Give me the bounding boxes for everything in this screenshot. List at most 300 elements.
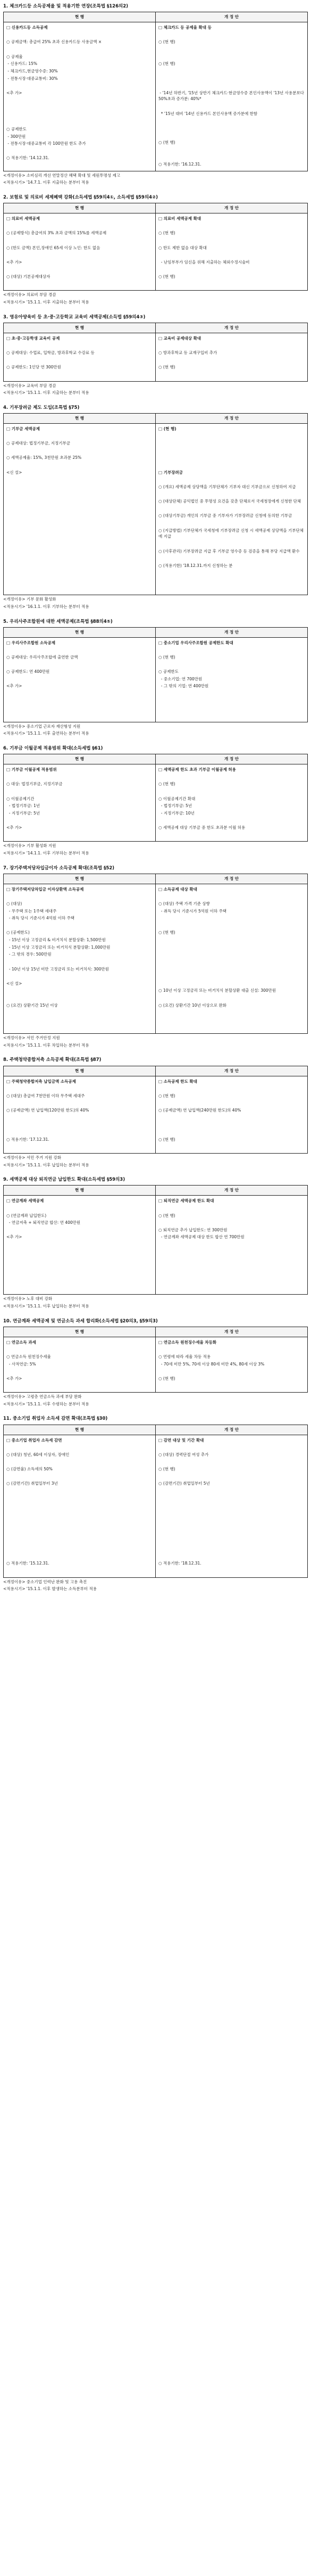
line-before [6,1085,153,1092]
note: <적용시기> '15.1.1. 이후 출연하는 분부터 적용 [3,731,89,736]
comparison-table [3,1425,308,1578]
line-before: - 신용카드: 15% [6,61,38,67]
note: <적용시기> '15.1.1. 이후 발생하는 소득분부터 적용 [3,1586,97,1592]
line-before [6,1249,153,1255]
line-after: □ 교육비 공제대상 확대 [158,335,201,341]
note: <개정이유> 노후 대비 강화 [3,1296,53,1302]
line-before: ○ (대상) [6,901,22,906]
note: <적용시기> '15.1.1. 이후 수령하는 분부터 적용 [3,1401,89,1406]
line-before: ○ 이월공제기간 [6,796,35,801]
line-before [6,462,153,468]
header-before: 현 행 [4,874,156,884]
line-before [6,1524,153,1530]
line-before: ○ 공제한도: 1인당 연 300만원 [6,365,61,370]
line-before [6,476,153,483]
line-before [6,83,153,89]
line-before [6,112,153,118]
table-row [4,213,308,291]
cell-before [4,423,156,595]
table-row [4,1435,308,1577]
note: <개정이유> 서민 주거 지원 강화 [3,1155,62,1160]
section-10 [0,1315,311,1413]
line-after [158,1143,305,1150]
line-after [158,690,305,697]
section-title: 7. 장기주택저당차입금이자 소득공제 확대(조특법 §52) [3,865,115,871]
line-before: <추 가> [6,90,22,95]
line-after [158,76,305,82]
line-before [6,676,153,682]
section-title: 5. 우리사주조합원에 대한 세액공제(조특법 §88의4⑤) [3,619,113,624]
line-after: ○ (현 행) [158,654,175,660]
cell-before [4,884,156,1034]
line-after: ○ (현 행) [158,231,175,236]
line-after [158,68,305,75]
section-title: 11. 중소기업 취업자 소득세 감면 확대(조특법 §30) [3,1416,108,1422]
line-before [6,1017,153,1023]
line-after [158,1524,305,1530]
header-before: 현 행 [4,203,156,213]
line-before [6,1532,153,1538]
line-after: ○ (현 행) [158,1093,175,1098]
cell-after [156,1196,308,1295]
line-before: □ 초·중·고등학생 교육비 공제 [6,335,60,341]
header-after: 개 정 안 [156,413,308,423]
cell-after [156,423,308,595]
line-after [158,83,305,89]
line-before: ○ 적용기한: '15.12.31. [6,1561,49,1566]
line-before: ○ 공제대상: 우리사주조합에 출연한 금액 [6,654,78,660]
line-after: ○ 이월공제기간 확대 [158,796,196,801]
line-after [158,1085,305,1092]
line-before [6,1129,153,1135]
line-before: ○ 공제한도: 연 400만원 [6,669,50,674]
line-after [158,1249,305,1255]
line-after: □ 기부장려금 [158,470,183,475]
comparison-table [3,1327,308,1393]
cell-after [156,213,308,291]
cell-after [156,1435,308,1577]
line-after [158,1263,305,1270]
note: <개정이유> 기부 문화 활성화 [3,597,56,602]
line-before: ○ 공제율 [6,54,23,59]
table-header-row [4,1186,308,1196]
note: <개정이유> 교육비 부담 경감 [3,383,56,388]
header-before: 현 행 [4,754,156,764]
cell-before [4,1435,156,1577]
line-before [6,97,153,103]
line-after: ○ (요건) 상환기간 10년 이상으로 완화 [158,1002,227,1008]
note: <개정이유> 고령층 연금소득 과세 부담 완화 [3,1394,82,1400]
header-before: 현 행 [4,323,156,333]
line-before [6,698,153,704]
line-after [158,1532,305,1538]
cell-before [4,1337,156,1392]
line-before: □ 의료비 세액공제 [6,216,40,221]
note: <개정이유> 중소기업 근로자 재산형성 지원 [3,723,81,729]
line-after [158,951,305,958]
line-before [6,549,153,556]
line-after [158,1256,305,1262]
line-before [6,973,153,980]
line-after [158,959,305,965]
note: <적용시기> '15.1.1. 이후 납입하는 분부터 적용 [3,1162,89,1167]
header-after: 개 정 안 [156,1186,308,1196]
line-after [158,154,305,160]
line-before [6,281,153,287]
line-before [6,1444,153,1451]
line-after [158,915,305,921]
cell-before [4,333,156,381]
line-after [158,1129,305,1135]
note: <적용시기> '15.1.1. 이후 지출하는 분부터 적용 [3,299,89,304]
cell-after [156,333,308,381]
section-2 [0,191,311,311]
header-after: 개 정 안 [156,627,308,637]
line-before: - 10년 이상 15년 미만 고정금리 또는 비거치식: 300만원 [6,966,109,972]
header-before: 현 행 [4,1186,156,1196]
line-before [6,1271,153,1277]
line-before [6,564,153,570]
line-after [158,1009,305,1016]
section-title: 2. 보험료 및 의료비 세제혜택 강화(소득세법 §59의4①, 소득세법 §59의4②) [3,194,158,200]
table-header-row [4,874,308,884]
header-before: 현 행 [4,1327,156,1337]
cell-before [4,1196,156,1295]
table-header-row [4,203,308,213]
line-after [158,476,305,483]
comparison-table [3,323,308,382]
header-before: 현 행 [4,1425,156,1435]
line-after: - 중소기업: 연 700만원 [158,676,203,681]
line-after: ○ (공제금액) 연 납입액(240만원 한도)의 40% [158,1108,241,1113]
note: <개정이유> 의료비 부담 경감 [3,292,56,298]
line-after [158,1568,305,1574]
line-before [6,1205,153,1212]
note: <적용시기> '16.1.1. 이후 기부하는 분부터 적용 [3,604,89,609]
line-before: <추 가> [6,259,22,265]
line-before [6,1143,153,1150]
line-before [6,1488,153,1494]
line-before [6,1368,153,1375]
line-after: ○ (현 행) [158,1213,175,1218]
section-title: 6. 기부금 이월공제 적용범위 확대(소득세법 §61) [3,745,103,751]
table-row [4,333,308,381]
line-before: ○ 대상: 법정기부금, 지정기부금 [6,781,63,787]
line-before [6,712,153,719]
line-after [158,1024,305,1031]
line-after [158,281,305,287]
line-after: □ 소득공제 한도 확대 [158,1079,197,1084]
line-after: - 법정기부금: 5년 [158,803,192,809]
line-after [158,662,305,668]
line-after [158,1459,305,1466]
line-before [6,571,153,577]
line-before [6,528,153,534]
line-before [6,1502,153,1509]
line-after [158,705,305,711]
line-after [158,1368,305,1375]
line-after [158,541,305,547]
line-after [158,981,305,987]
line-after: ○ (대상단체) 공익법인 중 투명성 요건을 갖춘 단체로서 국세청장에게 신청한 단체 [158,499,301,504]
line-before: ○ (공제방식) 총급여의 3% 초과 금액의 15%를 세액공제 [6,231,107,236]
line-after [158,237,305,244]
comparison-table [3,203,308,291]
line-after [158,448,305,454]
line-after [158,1474,305,1480]
header-after: 개 정 안 [156,1425,308,1435]
note: <개정이유> 소비심리 개선 연말정산 혜택 확대 및 세원투명성 제고 [3,172,121,178]
line-after [158,1517,305,1524]
line-after: ○ (지급방법) 기부단체가 국세청에 기부장려금 신청 시 세액공제 상당액을 기부단체에 지급 [158,528,304,539]
line-after [158,1285,305,1291]
line-before: □ 중소기업 취업자 소득세 감면 [6,1437,62,1443]
line-after [158,133,305,139]
line-before: - 연금저축 + 퇴직연금 합산: 연 400만원 [6,1220,81,1225]
line-after [158,1278,305,1284]
note: <적용시기> '15.1.1. 이후 납입하는 분부터 적용 [3,1304,89,1309]
line-after: □ 체크카드 등 공제율 확대 등 [158,25,212,30]
cell-after [156,1076,308,1153]
line-before [6,987,153,994]
comparison-table [3,874,308,1034]
cell-before [4,22,156,171]
line-before [6,817,153,824]
line-after: ○ 10년 이상 고정금리 또는 비거치식 분할상환 대출 신설: 300만원 [158,988,276,993]
table-header-row [4,754,308,764]
line-before: ○ (감면기간) 취업일부터 3년 [6,1481,58,1486]
line-after [158,357,305,364]
line-after: ○ 연령에 따라 세율 차등 적용 [158,1354,211,1360]
cell-before [4,637,156,722]
line-before [6,119,153,125]
section-6 [0,742,311,862]
line-after: - 지정기부금: 10년 [158,810,195,816]
line-before [6,1546,153,1552]
comparison-table [3,1185,308,1295]
line-before: ○ (공제한도) [6,930,30,935]
line-after: □ 중소기업 우리사주조합원 공제한도 확대 [158,640,233,645]
line-after [158,54,305,60]
cell-after [156,884,308,1034]
line-after [158,1122,305,1128]
line-before [6,1241,153,1248]
line-after [158,966,305,973]
line-after: ○ (현 행) [158,1467,175,1472]
cell-after [156,764,308,842]
line-after: □ 연금소득 원천징수세율 차등화 [158,1339,217,1345]
line-before: ○ (연금계좌 납입한도) [6,1213,47,1218]
line-before [6,1024,153,1031]
line-before [6,342,153,349]
note: <개정이유> 서민 주거안정 지원 [3,1035,60,1041]
line-after [158,252,305,258]
line-before: - 사적연금: 5% [6,1361,36,1367]
section-11 [0,1412,311,1597]
line-before: ○ 적용기한: '14.12.31. [6,155,49,161]
line-after [158,788,305,795]
line-before: - 법정기부금: 1년 [6,803,40,809]
header-after: 개 정 안 [156,1066,308,1076]
note: <개정이유> 기부 활성화 지원 [3,843,56,849]
section-7 [0,862,311,1054]
cell-before [4,213,156,291]
line-before: □ 우리사주조합원 소득공제 [6,640,56,645]
line-before: - 그 밖의 경우: 500만원 [6,952,52,957]
line-after: □ 감면 대상 및 기간 확대 [158,1437,204,1443]
table-row [4,637,308,722]
line-after: ○ 공제한도 [158,669,179,674]
line-before: <추 가> [6,1234,22,1240]
line-after [158,698,305,704]
line-after [158,1271,305,1277]
line-before [6,774,153,780]
line-after [158,440,305,447]
line-before [6,266,153,273]
section-1 [0,0,311,191]
line-before [6,1517,153,1524]
header-after: 개 정 안 [156,12,308,22]
line-after: ○ 적용기한: '16.12.31. [158,162,201,167]
section-4 [0,401,311,615]
line-before: <추 가> [6,825,22,830]
line-after: ○ 한도 제한 없음 대상 확대 [158,245,207,250]
line-after [158,1444,305,1451]
line-after: ○ 세액공제 대상 기부금 중 한도 초과분 이월 허용 [158,825,246,830]
line-before: ○ 공제대상: 법정기부금, 지정기부금 [6,441,71,446]
line-after [158,973,305,980]
line-after [158,147,305,153]
line-before: ○ 적용기한: '17.12.31. [6,1137,49,1142]
line-before: - 전통시장·대중교통비: 30% [6,76,58,81]
cell-after [156,637,308,722]
section-3 [0,311,311,401]
line-before: □ 연금소득 과세 [6,1339,36,1345]
line-before [6,1538,153,1545]
line-after [158,712,305,719]
line-after: □ 세액공제 한도 초과 기부금 이월공제 허용 [158,767,236,772]
line-before: - 전통시장·대중교통비 각 100만원 한도 추가 [6,141,86,146]
line-after [158,944,305,951]
header-before: 현 행 [4,12,156,22]
line-before [6,1474,153,1480]
table-header-row [4,1425,308,1435]
line-before [6,705,153,711]
line-after: ○ (현 행) [158,1137,175,1142]
line-after [158,1553,305,1560]
line-after: ○ (현 행) [158,1376,175,1381]
line-before: ○ (공제금액) 연 납입액(120만원 한도)의 40% [6,1108,89,1113]
header-before: 현 행 [4,1066,156,1076]
section-title: 8. 주택청약종합저축 소득공제 확대(조특법 §87) [3,1057,102,1063]
line-after: ○ (개요) 세액공제 상당액을 기부단체가 기부자 대신 기부금으로 신청하여 지급 [158,484,296,489]
line-after: ○ 퇴직연금 추가 납입한도: 연 300만원 [158,1227,228,1232]
line-after [158,125,305,131]
line-before [6,1115,153,1121]
line-after [158,223,305,229]
line-before [6,104,153,111]
header-after: 개 정 안 [156,323,308,333]
line-before: - 15년 이상 고정금리 & 비거치식 분할상환: 1,500만원 [6,937,106,943]
line-after: ○ 방과후학교 등 교재구입비 추가 [158,350,217,356]
table-row [4,1076,308,1153]
table-header-row [4,12,308,22]
note: <적용시기> '14.7.1. 이후 지출하는 분부터 적용 [3,180,89,185]
line-before [6,1256,153,1262]
line-after: ○ (현 행) [158,39,175,45]
line-before: <추 가> [6,684,22,689]
table-header-row [4,627,308,637]
line-after [158,1538,305,1545]
line-before [6,357,153,364]
line-before [6,788,153,795]
line-after: - 난임부부가 임신을 위해 지출하는 체외수정시술비 [158,259,250,265]
note: <적용시기> '14.1.1. 이후 기부하는 분부터 적용 [3,850,89,855]
line-after [158,342,305,349]
line-before: □ 기부금 세액공제 [6,426,40,431]
header-after: 개 정 안 [156,203,308,213]
line-after: - '14년 하반기, '15년 상반기 체크카드·현금영수증 본인사용액이 '13년 사용분보다 50%초과 증가분: 40%* [158,90,306,102]
line-after [158,1502,305,1509]
cell-after [156,22,308,171]
line-after: * '15년 대비 '14년 신용카드 본인사용액 증가분에 한함 [158,111,258,116]
section-title: 1. 체크카드등 소득공제율 및 적용기한 연장(조특법 §126의2) [3,4,129,9]
line-before [6,1346,153,1353]
line-before [6,237,153,244]
line-after [158,1346,305,1353]
line-before: - 체크카드,현금영수증: 30% [6,68,58,73]
line-before [6,959,153,965]
line-after [158,893,305,900]
line-after [158,1383,305,1389]
line-before: - 300만원 [6,134,26,139]
line-before [6,148,153,154]
section-9 [0,1173,311,1315]
line-after [158,1205,305,1212]
line-before: ○ (대상) 총급여 7천만원 이하 무주택 세대주 [6,1093,85,1098]
line-before [6,1383,153,1389]
line-after [158,585,305,591]
line-before [6,923,153,929]
line-after: - 취득 당시 기준시가 5억원 이하 주택 [158,908,226,913]
line-after [158,937,305,943]
line-after [158,570,305,576]
table-row [4,764,308,842]
line-after: ○ (대상) 경력단절 여성 추가 [158,1452,209,1457]
table-header-row [4,1327,308,1337]
line-after [158,506,305,512]
line-after: □ 의료비 세액공제 확대 [158,216,201,221]
cell-before [4,1076,156,1153]
header-before: 현 행 [4,413,156,423]
line-after: - 그 밖의 기업: 연 400만원 [158,684,209,689]
line-after [158,455,305,461]
line-before: ○ (대상) 청년, 60세 이상자, 장애인 [6,1452,70,1457]
line-after [158,923,305,929]
line-after [158,1488,305,1494]
line-after [158,462,305,468]
line-before: <추 가> [6,1376,22,1381]
section-title: 9. 세액공제 대상 퇴직연금 납입한도 확대(소득세법 §59의3) [3,1177,125,1183]
table-row [4,884,308,1034]
note: <적용시기> '15.1.1. 이후 차입하는 분부터 적용 [3,1042,89,1048]
line-after [158,433,305,440]
line-before [6,1122,153,1128]
line-before [6,252,153,258]
line-before [6,484,153,490]
line-before: ○ 세액공제율: 15%, 3천만원 초과분 25% [6,455,82,460]
line-before: <신 설> [6,470,22,475]
